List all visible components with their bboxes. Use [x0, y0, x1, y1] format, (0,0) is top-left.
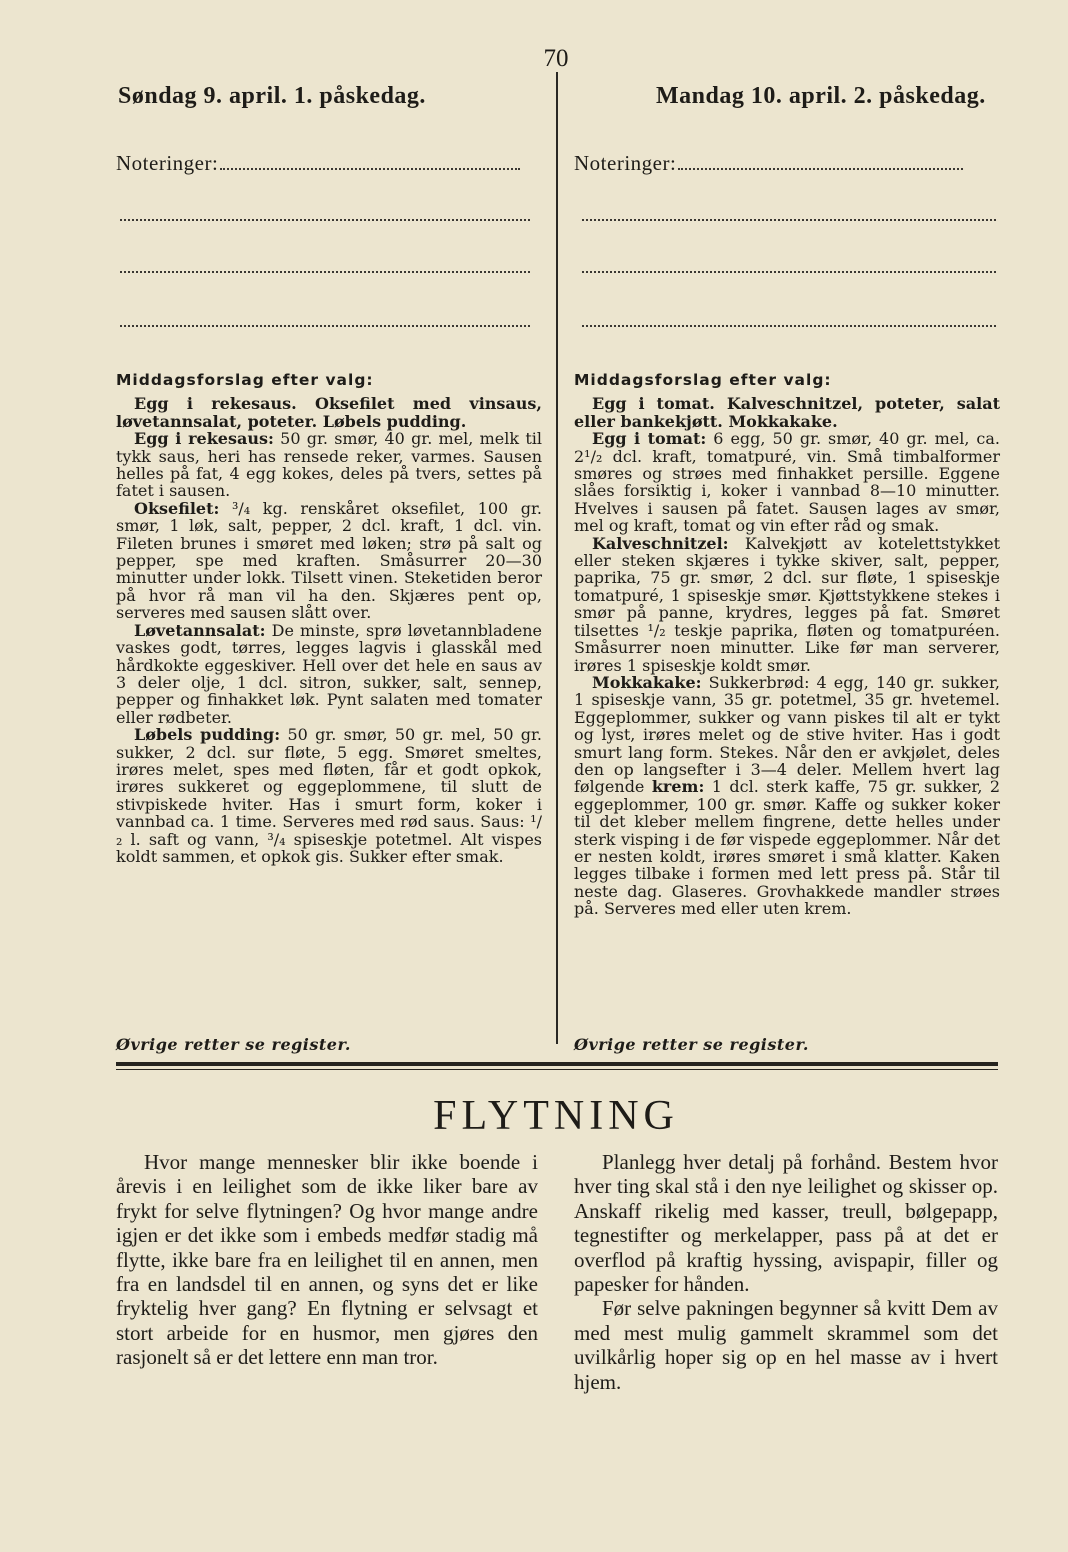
left-notes-line-2: [120, 271, 530, 273]
right-footnote: Øvrige retter se register.: [574, 1035, 809, 1054]
section-divider-thin: [116, 1069, 998, 1070]
left-day-header: Søndag 9. april. 1. påskedag.: [118, 83, 426, 109]
article-paragraph: Før selve pakningen begynner så kvitt Dem av med mest mulig gammelt skrammel som det uvilkårlig hoper sig op en hel masse av i hvert hjem.: [574, 1296, 998, 1394]
right-notes-line-2: [582, 271, 996, 273]
article-right-column: [574, 1150, 998, 1394]
left-notes-line-3: [120, 325, 530, 327]
right-notes-line-1: [582, 219, 996, 221]
left-dinner-section: [116, 372, 542, 865]
right-recipe-kalveschnitzel: Kalveschnitzel: Kalvekjøtt av kotelettstykket eller steken skjæres i tykke skiver, salt, pepper, paprika, 75 gr. smør, 2 dcl. sur fløte, 1 spiseskje tomatpuré, 1 spiseskje smør. Kjøttstykkene stekes i smør på panne, krydres, legges på fat. Smøret tilsettes ¹/₂ teskje paprika, fløten og tomatpuréen. Småsurrer noen minutter. Like før man serverer, irøres 1 spiseskje koldt smør.: [574, 533, 1001, 675]
left-footnote: Øvrige retter se register.: [116, 1035, 351, 1054]
left-recipe-lobels-pudding: Løbels pudding: 50 gr. smør, 50 gr. mel, 50 gr. sukker, 2 dcl. sur fløte, 5 egg. Smøret smeltes, irøres melet, spes med fløten, får et godt opkok, irøres sukkeret og eggeplommene, til slutt de stivpiskede hviter. Has i smurt form, koker i vannbad ca. 1 time. Serveres med rød saus. Saus: ¹/₂ l. saft og vann, ³/₄ spiseskje potetmel. Alt vispes koldt sammen, et opkok gis. Sukker efter smak.: [116, 725, 543, 866]
article-left-column: [116, 1150, 538, 1370]
page-number: 70: [543, 45, 569, 72]
right-dinner-heading: Middagsforslag efter valg:: [574, 371, 832, 389]
article-paragraph: Hvor mange mennesker blir ikke boende i årevis i en leilighet som de ikke liker bare av frykt for selve flytningen? Og hvor mange andre igjen er det ikke som i embeds medfør stadig må flytte, ikke bare fra en leilighet til en annen, men fra en landsdel til en annen, og syns det er like fryktelig hver gang? En flytning er selvsagt et stort arbeide for en husmor, men gjøres den rasjonelt så er det lettere enn man tror.: [116, 1150, 538, 1370]
right-recipe-mokkakake: Mokkakake: Sukkerbrød: 4 egg, 140 gr. sukker, 1 spiseskje vann, 35 gr. potetmel, 35 gr. hvetemel. Eggeplommer, sukker og vann piskes til alt er tykt og lyst, irøres melet og de stive hviter. Has i godt smurt lang form. Stekes. Når den er avkjølet, deles den op langsefter i 3—4 deler. Mellem hvert lag følgende krem: 1 dcl. sterk kaffe, 75 gr. sukker, 2 eggeplommer, 100 gr. smør. Kaffe og sukker koker til det kleber mellem fingrene, dette helles under sterk visping i de før vispede eggeplommer. Når det er nesten koldt, irøres smøret i små klatter. Kaken legges tilbake i formen med lett press på. Står til neste dag. Glaseres. Grovhakkede mandler strøes på. Serveres med eller uten krem.: [574, 672, 1000, 919]
left-dinner-heading: Middagsforslag efter valg:: [116, 371, 374, 389]
right-notes-dots: [678, 168, 963, 170]
right-recipe-egg-i-tomat: Egg i tomat: 6 egg, 50 gr. smør, 40 gr. mel, ca. 2¹/₂ dcl. kraft, tomatpuré, vin. Små timbalformer smøres og strøes med finhakket persille. Eggene slåes forsiktig i, koker i vannbad 8—10 minutter. Hvelves i sausen på fatet. Sausen lages av smør, mel og kraft, tomat og vin efter råd og smak.: [574, 429, 1000, 536]
left-notes-dots: [220, 168, 520, 170]
right-notes-label-text: Noteringer:: [574, 151, 677, 175]
left-notes-label-text: Noteringer:: [116, 151, 219, 175]
left-recipe-lovetannsalat: Løvetannsalat: De minste, sprø løvetannbladene vaskes godt, tørres, legges lagvis i glasskål med hårdkokte eggeskiver. Hell over det hele en saus av 3 deler olje, 1 dcl. sitron, sukker, salt, sennep, pepper og finhakket løk. Pynt salaten med tomater eller rødbeter.: [116, 620, 542, 727]
section-divider-thick: [116, 1062, 998, 1066]
right-notes-label: [574, 151, 963, 176]
article-title: FLYTNING: [433, 1093, 679, 1139]
left-recipe-oksefilet: Oksefilet: ³/₄ kg. renskåret oksefilet, 100 gr. smør, 1 løk, salt, pepper, 2 dcl. kraft, 1 dcl. vin. Fileten brunes i smøret med løken; strø på salt og pepper, spe med kraften. Småsurrer 20—30 minutter under lokk. Tilsett vinen. Steketiden beror på hvor rå man vil ha den. Skjæres pent op, serveres med sausen slått over.: [116, 498, 543, 623]
right-notes-line-3: [582, 325, 996, 327]
right-day-header: Mandag 10. april. 2. påskedag.: [656, 83, 986, 109]
left-recipe-egg-i-rekesaus: Egg i rekesaus: 50 gr. smør, 40 gr. mel, melk til tykk saus, heri has rensede reker, varmes. Sausen helles på fat, 4 egg kokes, deles på tvers, settes på fatet i sausen.: [116, 429, 542, 501]
right-dinner-section: [574, 372, 1000, 918]
left-notes-label: [116, 151, 520, 176]
left-notes-line-1: [120, 219, 530, 221]
article-paragraph: Planlegg hver detalj på forhånd. Bestem hvor hver ting skal stå i den nye leilighet og skisser op. Anskaff rikelig med kasser, treull, bølgepapp, tegnestifter og merkelapper, pass på at det er overflod på kraftig hyssing, avispapir, filler og papesker for hånden.: [574, 1150, 998, 1297]
left-menu-summary: Egg i rekesaus. Oksefilet med vinsaus, løvetannsalat, poteter. Løbels pudding.: [116, 394, 542, 431]
right-menu-summary: Egg i tomat. Kalveschnitzel, poteter, salat eller bankekjøtt. Mokkakake.: [574, 394, 1000, 431]
column-divider: [556, 72, 558, 1044]
